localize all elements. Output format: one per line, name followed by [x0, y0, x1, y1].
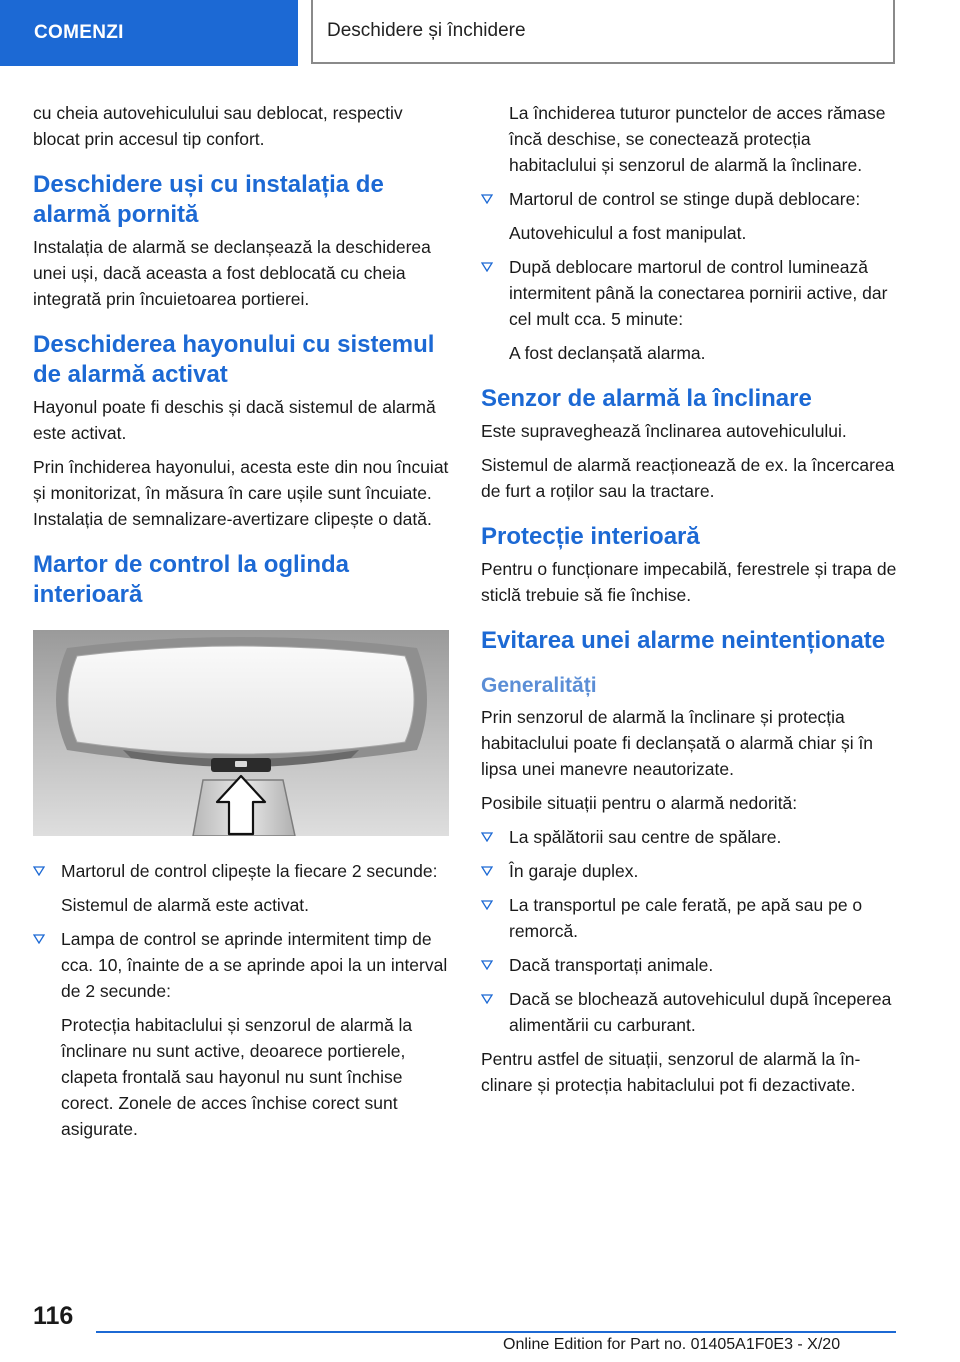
triangle-bullet-icon	[481, 866, 493, 876]
heading-doors-alarm: Deschidere uși cu instalația de alarmă pornită	[33, 171, 384, 228]
triangle-bullet-icon	[33, 934, 45, 944]
paragraph-interior: Pentru o funcționare impecabilă, ferestrele și trapa de sticlă trebuie să fie închise.	[481, 559, 897, 605]
bullet-explanation: Protecția habitaclului și senzorul de alarmă la înclinare nu sunt active, deoarece portierele, clapeta frontală sau hayonul nu sunt închise corect. Zonele de acces închise corect sunt asigurate.	[61, 1015, 413, 1139]
paragraph-final: Pentru astfel de situații, senzorul de alarmă la înclinare și protecția habitaclului pot fi dezactivate.	[481, 1049, 861, 1095]
list-item: După deblocare martorul de control luminează intermitent până la conectarea pornirii active, dar cel mult cca. 5 minute:	[481, 254, 901, 332]
triangle-bullet-icon	[481, 262, 493, 272]
mirror-indicator-list-4	[481, 254, 901, 332]
paragraph-tilt-2: Sistemul de alarmă reacționează de ex. la încercarea de furt a roților sau la tractare.	[481, 455, 895, 501]
triangle-bullet-icon	[481, 832, 493, 842]
right-column	[481, 100, 901, 1106]
mirror-indicator-list-2	[33, 926, 449, 1004]
list-item: Dacă se blochează autovehiculul după începerea alimentării cu carburant.	[481, 986, 901, 1038]
triangle-bullet-icon	[481, 994, 493, 1004]
heading-interior-protection: Protecție interioară	[481, 523, 700, 550]
situations-list	[481, 824, 901, 1038]
edition-note: Online Edition for Part no. 01405A1F0E3 - X/20	[503, 1336, 841, 1353]
list-item: La spălătorii sau centre de spălare.	[481, 824, 901, 850]
list-item: Lampa de control se aprinde intermitent timp de cca. 10, înainte de a se aprinde apoi la un interval de 2 secunde:	[33, 926, 449, 1004]
paragraph-doors-alarm: Instalația de alarmă se declanșează la deschiderea unei uși, dacă aceasta a fost deblocată cu cheia integrată prin încuietoarea portierei.	[33, 237, 431, 309]
rearview-mirror-illustration	[33, 630, 449, 836]
triangle-bullet-icon	[33, 866, 45, 876]
heading-avoid-false-alarm: Evitarea unei alarme neintenționate	[481, 627, 886, 654]
paragraph-general-2: Posibile situații pentru o alarmă nedorită:	[481, 793, 798, 813]
footer-divider	[96, 1331, 896, 1333]
triangle-bullet-icon	[481, 194, 493, 204]
bullet-explanation: Autovehiculul a fost manipulat.	[509, 223, 747, 243]
bullet-explanation: A fost declanșată alarma.	[509, 343, 706, 363]
page-header	[0, 0, 960, 66]
chapter-title: Deschidere și închidere	[311, 0, 895, 64]
list-item: La transportul pe cale ferată, pe apă sau pe o remorcă.	[481, 892, 901, 944]
paragraph-tailgate-1: Hayonul poate fi deschis și dacă sistemul de alarmă este activat.	[33, 397, 436, 443]
bullet-explanation: Sistemul de alarmă este activat.	[61, 895, 310, 915]
paragraph-tailgate-2: Prin închiderea hayonului, acesta este din nou încuiat și monitorizat, în măsura în care ușile sunt încuiate. Instalația de semnalizare-avertizare clipește o dată.	[33, 457, 449, 529]
mirror-indicator-list-3	[481, 186, 901, 212]
heading-tilt-sensor: Senzor de alarmă la înclinare	[481, 385, 812, 412]
page-number: 116	[33, 1302, 74, 1330]
list-item: În garaje duplex.	[481, 858, 901, 884]
mirror-indicator-list	[33, 858, 449, 884]
bullet-explanation-continued: La închiderea tuturor punctelor de acces rămase încă deschise, se conectează protecția habitaclului și senzorul de alarmă la înclinare.	[509, 103, 886, 175]
intro-paragraph: cu cheia autovehiculului sau deblocat, respectiv blocat prin accesul tip confort.	[33, 103, 403, 149]
heading-mirror-indicator: Martor de control la oglinda interioară	[33, 551, 350, 608]
list-item: Martorul de control se stinge după deblocare:	[481, 186, 901, 212]
section-tab: COMENZI	[0, 0, 298, 66]
paragraph-tilt-1: Este supraveghează înclinarea autovehiculului.	[481, 421, 847, 441]
list-item: Martorul de control clipește la fiecare 2 secunde:	[33, 858, 449, 884]
triangle-bullet-icon	[481, 960, 493, 970]
left-column	[33, 100, 449, 1150]
paragraph-general-1: Prin senzorul de alarmă la înclinare și protecția habitaclului poate fi declanșată o alarmă chiar și în lipsa unei manevre neautorizate.	[481, 707, 874, 779]
subheading-general: Generalități	[481, 674, 597, 697]
list-item: Dacă transportați animale.	[481, 952, 901, 978]
triangle-bullet-icon	[481, 900, 493, 910]
heading-tailgate-alarm: Deschiderea hayonului cu sistemul de alarmă activat	[33, 331, 435, 388]
